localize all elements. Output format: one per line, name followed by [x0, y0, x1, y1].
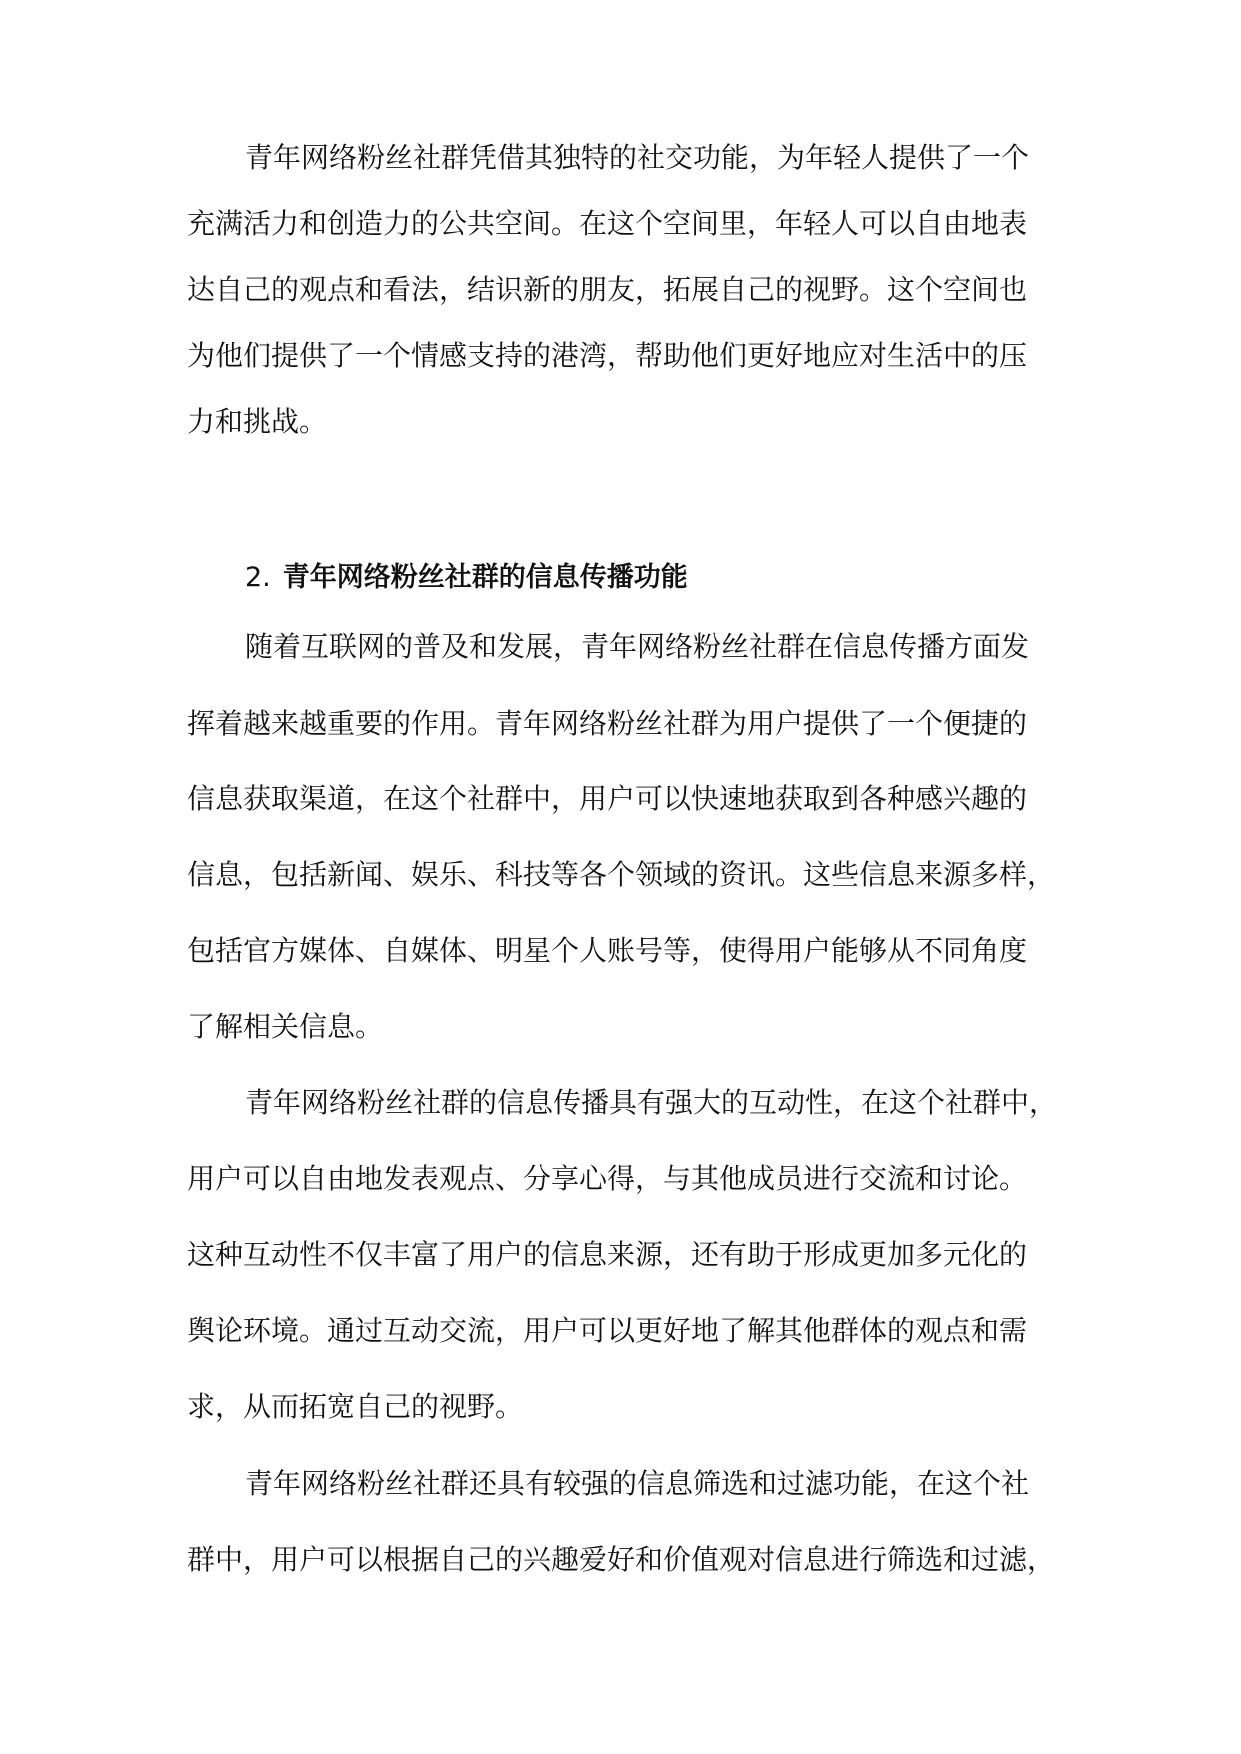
paragraph-1-line-2: 充满活力和创造力的公共空间。在这个空间里，年轻人可以自由地表	[187, 207, 1028, 240]
paragraph-1-line-3: 达自己的观点和看法，结识新的朋友，拓展自己的视野。这个空间也	[187, 273, 1028, 306]
paragraph-1-line-5: 力和挑战。	[187, 405, 328, 438]
paragraph-2-line-4: 信息，包括新闻、娱乐、科技等各个领域的资讯。这些信息来源多样，	[187, 858, 1056, 891]
paragraph-3-line-5: 求，从而拓宽自己的视野。	[187, 1390, 524, 1423]
paragraph-2-line-5: 包括官方媒体、自媒体、明星个人账号等，使得用户能够从不同角度	[187, 934, 1028, 967]
paragraph-2-line-1: 随着互联网的普及和发展，青年网络粉丝社群在信息传播方面发	[245, 630, 1030, 663]
paragraph-2-line-6: 了解相关信息。	[187, 1010, 384, 1043]
section-title: 青年网络粉丝社群的信息传播功能	[282, 562, 688, 593]
paragraph-1-line-4: 为他们提供了一个情感支持的港湾，帮助他们更好地应对生活中的压	[187, 339, 1028, 372]
paragraph-2-line-2: 挥着越来越重要的作用。青年网络粉丝社群为用户提供了一个便捷的	[187, 707, 1028, 740]
paragraph-4-line-2: 群中，用户可以根据自己的兴趣爱好和价值观对信息进行筛选和过滤，	[187, 1543, 1056, 1576]
section-number: 2.	[245, 562, 271, 593]
paragraph-3-line-4: 舆论环境。通过互动交流，用户可以更好地了解其他群体的观点和需	[187, 1314, 1028, 1347]
paragraph-3-line-2: 用户可以自由地发表观点、分享心得，与其他成员进行交流和讨论。	[187, 1162, 1028, 1195]
paragraph-3-line-1: 青年网络粉丝社群的信息传播具有强大的互动性，在这个社群中，	[245, 1086, 1058, 1119]
paragraph-2-line-3: 信息获取渠道，在这个社群中，用户可以快速地获取到各种感兴趣的	[187, 782, 1028, 815]
paragraph-3-line-3: 这种互动性不仅丰富了用户的信息来源，还有助于形成更加多元化的	[187, 1238, 1028, 1271]
paragraph-4-line-1: 青年网络粉丝社群还具有较强的信息筛选和过滤功能，在这个社	[245, 1467, 1030, 1500]
section-heading	[245, 560, 688, 596]
paragraph-1-line-1: 青年网络粉丝社群凭借其独特的社交功能，为年轻人提供了一个	[245, 141, 1030, 174]
